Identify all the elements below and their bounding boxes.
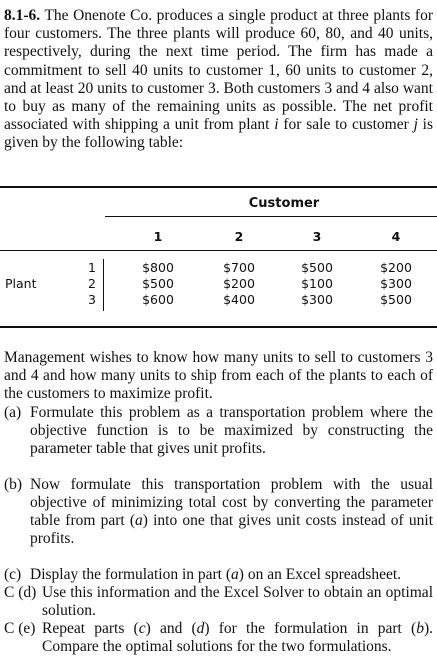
table-cell: $200 [380,260,412,275]
item-text: Now formulate this transportation problem with the usual objective of minimizing total cost by converting the parameter table from part (a) into one that gives unit costs instead of unit profits. [30,476,433,548]
table-cell: $200 [223,276,255,291]
item-text: Display the formulation in part (a) on an Excel spreadsheet. [30,566,402,583]
plant-number: 1 [88,260,96,275]
management-paragraph: Management wishes to know how many units to sell to customers 3 and 4 and how many units to ship from each of the plants to each of the customers to maximize profit. [4,349,433,403]
item-text: Use this information and the Excel Solver to obtain an optimal solution. [42,584,433,620]
problem-intro [4,7,433,153]
problem-intro-text: The Onenote Co. produces a single product at three plants for four customers. The three plants will produce 60, 80, and 40 units, respectively, during the next time period. The firm has made a commitment to sell 40 units to customer 1, 60 units to customer 2, and at least 20 units to customer 3. Both customers 3 and 4 also want to buy as many of the remaining units as possible. The net profit associated with shipping a unit from plant i for sale to customer j is given by the following table: [4,7,433,152]
table-header-customer: Customer [248,196,320,211]
item-label: (c) [4,566,22,583]
item-label: (b) [4,476,23,493]
plant-number: 2 [88,276,96,291]
column-header: 4 [391,229,401,244]
item-text: Repeat parts (c) and (d) for the formulation in part (b). Compare the optimal solutions for the two formulations. [42,620,433,656]
table-cell: $300 [301,292,333,307]
item-prefix: C [4,620,15,637]
table-bottom-rule [0,326,437,328]
table-cell: $800 [142,260,174,275]
table-cell: $400 [223,292,255,307]
item-label: C (e) [4,620,36,637]
table-cell: $500 [380,292,412,307]
plant-number: 3 [88,292,96,307]
table-cell: $500 [301,260,333,275]
table-vertical-rule [103,259,104,311]
table-cell: $100 [301,276,333,291]
table-cell: $700 [223,260,255,275]
table-top-rule [0,186,437,188]
item-label: (a) [4,404,22,421]
item-text: Formulate this problem as a transportation problem where the objective function is to be maximized by constructing the parameter table that gives unit profits. [30,404,433,458]
column-header: 3 [312,229,322,244]
table-cell: $500 [142,276,174,291]
header-underline [105,216,437,217]
problem-number: 8.1-6. [4,7,41,24]
column-header: 1 [153,229,163,244]
item-label: C (d) [4,584,37,601]
table-cell: $300 [380,276,412,291]
table-cell: $600 [142,292,174,307]
column-header: 2 [234,229,244,244]
row-group-label: Plant [5,276,37,291]
column-header-rule [0,250,437,251]
item-prefix: C [4,584,15,601]
